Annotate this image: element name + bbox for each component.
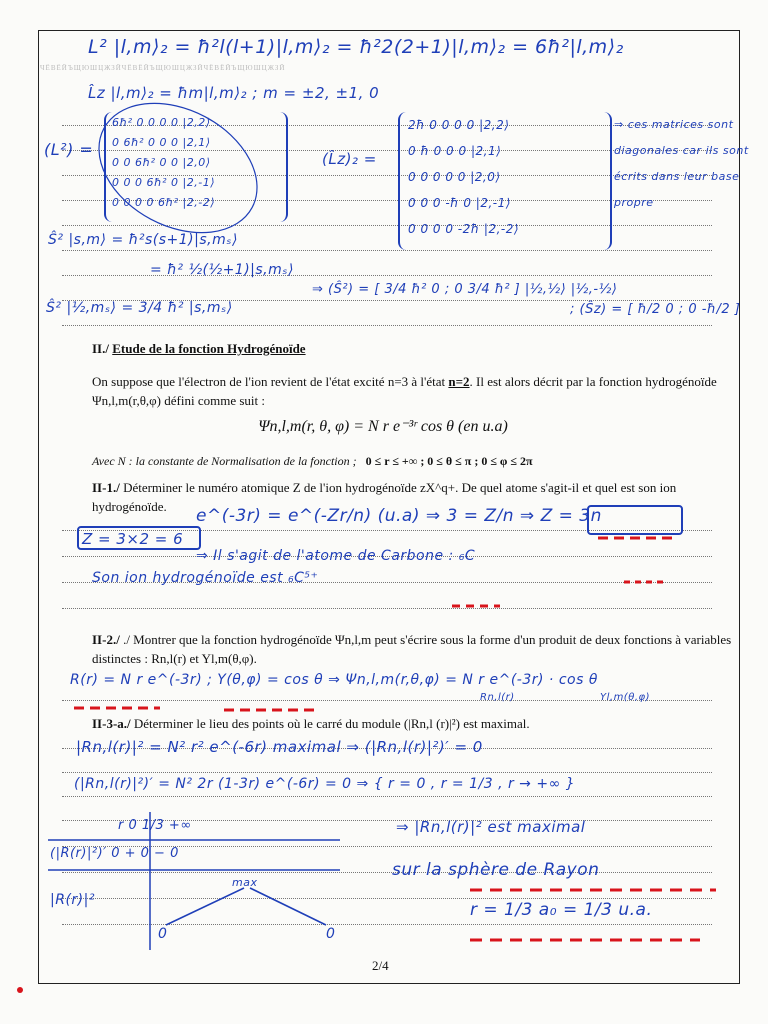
answer-q1-line3: ⇒ Il s'agit de l'atome de Carbone : ₆C (196, 548, 476, 564)
matrix-lz-label: (L̂z)₂ = (322, 150, 377, 168)
answer-q3-line1: |Rn,l(r)|² = N² r² e^(-6r) maximal ⇒ (|Rn,l(r)|²)′ = 0 (76, 738, 483, 756)
question-number: II-1./ (92, 480, 120, 495)
answer-q1-line4: Son ion hydrogénoïde est ₆C⁵⁺ (92, 570, 319, 586)
matrix-l2-row: 0 0 6ħ² 0 0 |2,0⟩ (112, 156, 211, 169)
intro-state-bold: n=2 (448, 374, 470, 389)
answer-q3-line2: (|Rn,l(r)|²)′ = N² 2r (1-3r) e^(-6r) = 0 ⇒ { r = 0 , r = 1/3 , r → +∞ } (74, 776, 576, 792)
variation-table-zero: 0 (326, 926, 336, 942)
matrix-lz-row: 0 0 0 0 -2ħ |2,-2⟩ (408, 222, 520, 236)
wavefunction-formula: Ψn,l,m(r, θ, φ) = N r e⁻³ʳ cos θ (en u.a) (258, 418, 508, 435)
matrix-l2-row: 0 0 0 6ħ² 0 |2,-1⟩ (112, 176, 215, 189)
intro-text: On suppose que l'électron de l'ion revient de l'état excité n=3 à l'état (92, 374, 446, 389)
matrix-l2-row: 0 6ħ² 0 0 0 |2,1⟩ (112, 136, 211, 149)
section-number: II./ (92, 341, 109, 356)
s2-eigen-line3: Ŝ² |½,mₛ⟩ = 3/4 ħ² |s,mₛ⟩ (46, 300, 233, 316)
answer-q1-line2: Z = 3×2 = 6 (82, 530, 184, 548)
variation-table-r-row: r 0 1/3 +∞ (118, 818, 192, 833)
variation-table-derivative-row: (|R(r)|²)′ 0 + 0 − 0 (50, 846, 179, 861)
normalization-text: Avec N : la constante de Normalisation de la fonction ; (92, 454, 357, 468)
matrix-l2-row: 6ħ² 0 0 0 0 |2,2⟩ (112, 116, 211, 129)
boxed-answer-z-value (78, 527, 200, 549)
s2-eigen-line1: Ŝ² |s,m⟩ = ħ²s(s+1)|s,mₛ⟩ (48, 232, 238, 248)
normalization-ranges: 0 ≤ r ≤ +∞ ; 0 ≤ θ ≤ π ; 0 ≤ φ ≤ 2π (365, 454, 533, 468)
variation-table-function-row: |R(r)|² (50, 892, 95, 908)
answer-q3-sphere: sur la sphère de Rayon (392, 860, 600, 880)
question-text: Déterminer le lieu des points où le carré du module (|Rn,l (r)|²) est maximal. (133, 716, 530, 731)
decreasing-arrow (250, 888, 326, 925)
question-text: ./ Montrer que la fonction hydrogénoïde Ψn,l,m peut s'écrire sous la forme d'un produit de deux fonctions à variables distinctes : Rn,l(r) et Yl,m(θ,φ). (92, 632, 732, 666)
s2-matrix: ⇒ (Ŝ²) = [ 3/4 ħ² 0 ; 0 3/4 ħ² ] |½,½⟩ |½,-½⟩ (312, 282, 618, 297)
red-dot (17, 987, 23, 993)
sz-matrix: ; (Ŝz) = [ ħ/2 0 ; 0 -ħ/2 ] (570, 302, 741, 317)
matrix-lz-row: 0 0 0 -ħ 0 |2,-1⟩ (408, 196, 511, 210)
question-text: Déterminer le numéro atomique Z de l'ion hydrogénoïde zX^q+. De quel atome s'agit-il et quel est son ion hydrogénoïde. (92, 480, 677, 514)
question-number: II-2./ (92, 632, 120, 647)
variation-table-max-label: max (232, 876, 258, 889)
matrix-l2-row: 0 0 0 0 6ħ² |2,-2⟩ (112, 196, 215, 209)
matrix-lz-row: 2ħ 0 0 0 0 |2,2⟩ (408, 118, 510, 132)
increasing-arrow (166, 888, 244, 925)
header-strip: ЧЁВЁЙЪЩЮШЦЖЗЙЧЁВЁЙЪЩЮШЦЖЗЙЧЁВЁЙЪЩЮШЦЖЗЙ (40, 64, 286, 72)
answer-q3-result: ⇒ |Rn,l(r)|² est maximal (396, 818, 586, 836)
boxed-answer-z (588, 506, 682, 534)
handwritten-lz-eigen: L̂z |l,m⟩₂ = ħm|l,m⟩₂ ; m = ±2, ±1, 0 (88, 84, 380, 102)
margin-note-diagonal: ⇒ ces matrices sont diagonales car ils sont écrits dans leur base propre (614, 118, 749, 209)
matrix-lz-row: 0 ħ 0 0 0 |2,1⟩ (408, 144, 502, 158)
matrix-l2-label: (L²) = (44, 140, 94, 159)
variation-table-zero: 0 (158, 926, 168, 942)
matrix-lz-row: 0 0 0 0 0 |2,0⟩ (408, 170, 501, 184)
matrix-diagonal-loop (77, 77, 280, 258)
answer-q2: R(r) = N r e^(-3r) ; Y(θ,φ) = cos θ ⇒ Ψn,l,m(r,θ,φ) = N r e^(-3r) · cos θ (70, 672, 598, 688)
answer-q2-radial-label: Rn,l(r) (480, 692, 515, 703)
section-title-text: Etude de la fonction Hydrogénoïde (112, 341, 306, 356)
s2-eigen-line2: = ħ² ½(½+1)|s,mₛ⟩ (150, 262, 294, 278)
answer-q1-line1: e^(-3r) = e^(-Zr/n) (u.a) ⇒ 3 = Z/n ⇒ Z = 3n (196, 506, 602, 526)
question-number: II-3-a./ (92, 716, 131, 731)
intro-text-end: . Il est alors décrit par la fonction hydrogénoïde Ψn,l,m(r,θ,φ) défini comme suit : (92, 374, 717, 408)
handwritten-l2-eigen: L² |l,m⟩₂ = ħ²l(l+1)|l,m⟩₂ = ħ²2(2+1)|l,m⟩₂ = 6ħ²|l,m⟩₂ (88, 36, 624, 58)
answer-q2-angular-label: Yl,m(θ,φ) (600, 692, 651, 703)
page-number: 2/4 (372, 958, 389, 973)
answer-q3-radius: r = 1/3 a₀ = 1/3 u.a. (470, 900, 653, 920)
